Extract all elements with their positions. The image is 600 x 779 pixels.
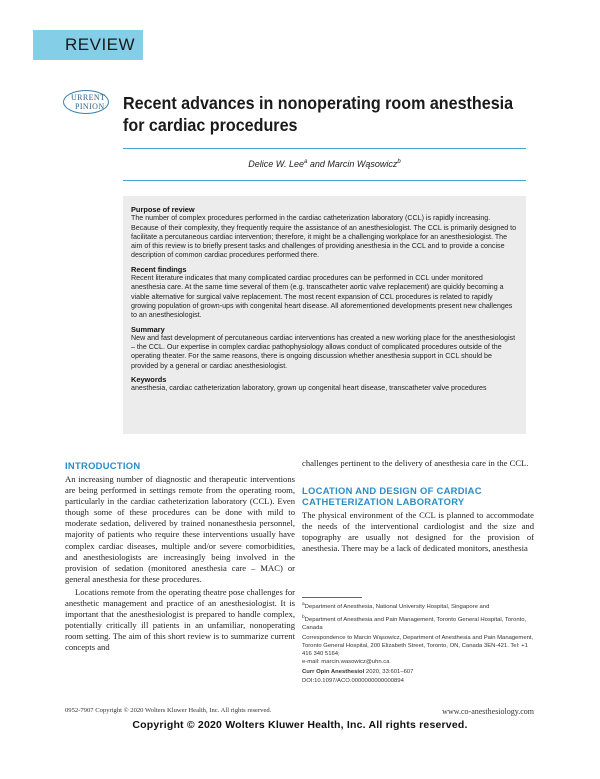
affiliation-a-sup: a: [302, 602, 305, 607]
copyright-banner: Copyright © 2020 Wolters Kluwer Health, Inc. All rights reserved.: [132, 719, 468, 731]
article-title: [123, 92, 528, 136]
summary-text: New and fast development of percutaneous cardiac interventions has created a new working place for the anesthesiologist – the CCL. Our expertise in complex cardiac pathophysiology allows conduct of complicated procedures outside of the operating theater. For the same reasons, there is ongoing discussion whether anesthesia support in CCL should be provided by a general or cardiac anesthesiologist.: [131, 333, 516, 370]
left-column: [65, 460, 295, 654]
keywords-heading: Keywords: [131, 375, 167, 385]
citation: [302, 669, 534, 677]
title-line-1: Recent advances in nonoperating room anesthesia: [123, 93, 514, 113]
author-line: [123, 159, 526, 169]
author-conj: and: [307, 159, 328, 169]
title-rule: [123, 148, 526, 149]
findings-text: Recent literature indicates that many complicated cardiac procedures can be performed in CCL under monitored anesthesia care. At the same time several of them (e.g. transcatheter aortic valve replacement) are quickly becoming a viable alternative for surgical valve replacement. The most recent expansion of CCL procedures is related to rapidly growing population of grown-ups with congenital heart disease. All aforementioned developments present new challenges to an anesthesiologist.: [131, 274, 513, 320]
affiliation-b-sup: b: [302, 615, 305, 621]
location-heading-line-2: CATHETERIZATION LABORATORY: [302, 496, 465, 508]
location-heading: [302, 485, 534, 507]
doi: DOI:10.1097/ACO.0000000000000894: [302, 677, 404, 684]
continued-paragraph: challenges pertinent to the delivery of anesthesia care in the CCL.: [302, 458, 529, 468]
email: e-mail: marcin.wasowicz@uhn.ca: [302, 658, 390, 665]
logo-line-1: URRENT: [71, 93, 106, 102]
author-1: Delice W. Lee: [248, 159, 304, 169]
author-1-sup: a: [303, 159, 308, 165]
introduction-heading: INTRODUCTION: [65, 460, 141, 471]
affiliation-a: [302, 601, 534, 612]
affiliation-b: [302, 614, 534, 633]
summary-heading: Summary: [131, 324, 165, 334]
title-line-2: for cardiac procedures: [123, 115, 298, 135]
correspondence: Correspondence to Marcin Wąsowicz, Department of Anesthesia and Pain Management, Toronto General Hospital, 200 Elizabeth Street, Toronto, ON, Canada 3EN-421. Tel: +1 416 340 5164;: [302, 635, 534, 657]
citation-details: 2020, 33:601–607: [364, 669, 414, 676]
abstract-box: [123, 196, 526, 434]
author-2: Marcin Wąsowicz: [327, 159, 398, 169]
citation-journal: Curr Opin Anesthesiol: [302, 669, 365, 676]
intro-paragraph-2: Locations remote from the operating theatre pose challenges for anesthetic management and practice of an anesthesiologist. It is important that the anesthesiologist is prepared to handle complex, potentially critically ill patients in an unfamiliar, nonoperating room setting. The aim of this short review is to summarize current concepts and: [65, 586, 296, 653]
purpose-heading: Purpose of review: [131, 205, 195, 214]
affiliation-b-text: Department of Anesthesia and Pain Management, Toronto General Hospital, Toronto, Canada: [302, 617, 527, 632]
affiliation-a-text: Department of Anesthesia, National University Hospital, Singapore and: [304, 603, 490, 610]
author-rule: [123, 180, 526, 181]
keywords-text: anesthesia, cardiac catheterization laboratory, grown up congenital heart disease, transcatheter valve procedures: [131, 384, 487, 393]
current-opinion-logo: [63, 88, 113, 116]
affiliation-rule: [302, 597, 362, 598]
affiliations: [302, 601, 534, 688]
purpose-text: The number of complex procedures performed in the cardiac catheterization laboratory (CCL) is rapidly increasing. Because of their complexity, they frequently require the assistance of an anesthesiologist. The CCL is primarily designed to facilitate a percutaneous cardiac intervention; therefore, it might be a challenging workplace for an anesthesiologist. The aim of this review is to briefly present tasks and challenges of providing anesthesia in the CCL and to provide a concise description of common cardiac procedures performed there.: [131, 214, 517, 260]
footer-website-link[interactable]: www.co-anesthesiology.com: [442, 707, 534, 716]
findings-heading: Recent findings: [131, 264, 187, 274]
review-tag: REVIEW: [33, 30, 143, 60]
location-paragraph: The physical environment of the CCL is planned to accommodate the needs of the interventional cardiologist and the size and topography are usually not designed for the provision of anesthesia. There may be a lack of dedicated monitors, anesthesia: [302, 510, 534, 554]
logo-line-2: PINION: [75, 102, 105, 111]
location-heading-line-1: LOCATION AND DESIGN OF CARDIAC: [302, 485, 482, 497]
footer-copyright: 0952-7907 Copyright © 2020 Wolters Kluwer Health, Inc. All rights reserved.: [65, 707, 272, 714]
intro-paragraph-1: An increasing number of diagnostic and therapeutic interventions are being performed in settings remote from the operating room, particularly in the cardiac catheterization laboratory (CCL). Even though some of these procedures can be done with mild to moderate sedation, delivered by trained nonanesthesia personnel, majority of patients who require these interventions usually have complex cardiac diseases, multiple and/or severe comorbidities, and anesthesiologists are increasingly being involved in the provision of sedation (monitored anesthesia care – MAC) or general anesthesia for these procedures.: [65, 474, 295, 584]
author-2-sup: b: [397, 159, 401, 165]
right-column: [302, 458, 534, 554]
